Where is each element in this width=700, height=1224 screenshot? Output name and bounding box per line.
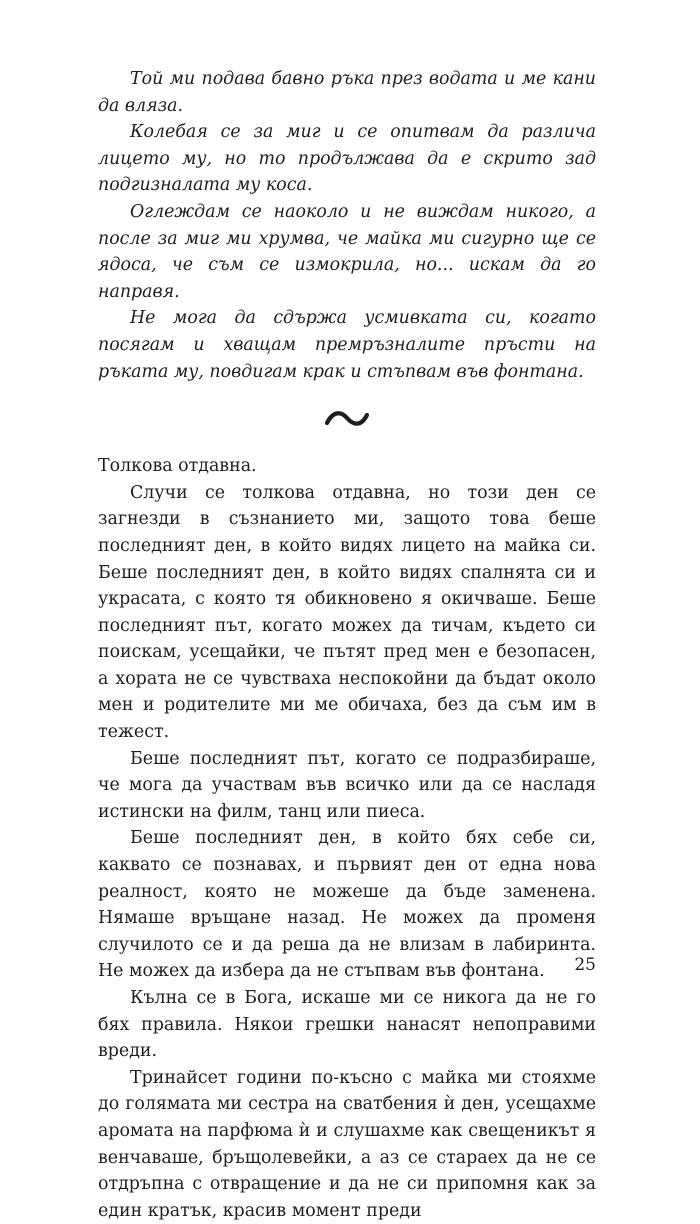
body-paragraph: Кълна се в Бога, искаше ми се никога да не го бях правила. Някои грешки нанасят непоправими вреди. bbox=[98, 988, 596, 1062]
italic-paragraph: Не мога да сдържа усмивката си, когато посягам и хващам премръзналите пръсти на ръката му, повдигам крак и стъпвам във фонтана. bbox=[98, 308, 596, 382]
italic-paragraph: Колебая се за миг и се опитвам да различа лицето му, но то продължава да е скрито зад подгизналата му коса. bbox=[98, 122, 596, 196]
body-paragraph: Случи се толкова отдавна, но този ден се загнезди в съзнанието ми, защото това беше последният ден, в който видях лицето на майка си. Беше последният ден, в който видях спалнята си и украсата, с която тя обикновено я окичваше. Беше последният път, когато можех да тичам, където си поискам, усещайки, че пътят пред мен е безопасен, а хората не се чувстваха неспокойни да бъдат около мен и родителите ми ме обичаха, без да съм им в тежест. bbox=[98, 482, 596, 743]
section-divider bbox=[98, 399, 596, 439]
page-number: 25 bbox=[574, 955, 596, 975]
body-paragraph: Беше последният път, когато се подразбираше, че мога да участвам във всичко или да се насладя истински на филм, танц или пиеса. bbox=[98, 748, 596, 822]
body-text bbox=[98, 453, 596, 1224]
tilde-ornament-icon bbox=[323, 407, 371, 431]
italic-paragraph: Оглеждам се наоколо и не виждам никого, а после за миг ми хрумва, че майка ми сигурно ще се ядоса, че съм се измокрила, но... искам да го направя. bbox=[98, 201, 596, 302]
italic-passage bbox=[98, 66, 596, 385]
opening-line: Толкова отдавна. bbox=[98, 456, 257, 477]
book-page bbox=[98, 66, 596, 1224]
body-paragraph: Тринайсет години по-късно с майка ми стояхме до голямата ми сестра на сватбения ѝ ден, усещахме аромата на парфюма ѝ и слушахме как свещеникът я венчаваше, бръщолевейки, а аз се стараех да не се отдръпна с отвращение и да не си припомня как за един кратък, красив момент преди bbox=[98, 1067, 596, 1221]
italic-paragraph: Той ми подава бавно ръка през водата и ме кани да вляза. bbox=[98, 69, 596, 116]
body-paragraph: Беше последният ден, в който бях себе си, каквато се познавах, и първият ден от една нова реалност, която не можеше да бъде заменена. Нямаше връщане назад. Не можех да променя случилото се и да реша да не влизам в лабиринта. Не можех да избера да не стъпвам във фонтана. bbox=[98, 828, 596, 982]
